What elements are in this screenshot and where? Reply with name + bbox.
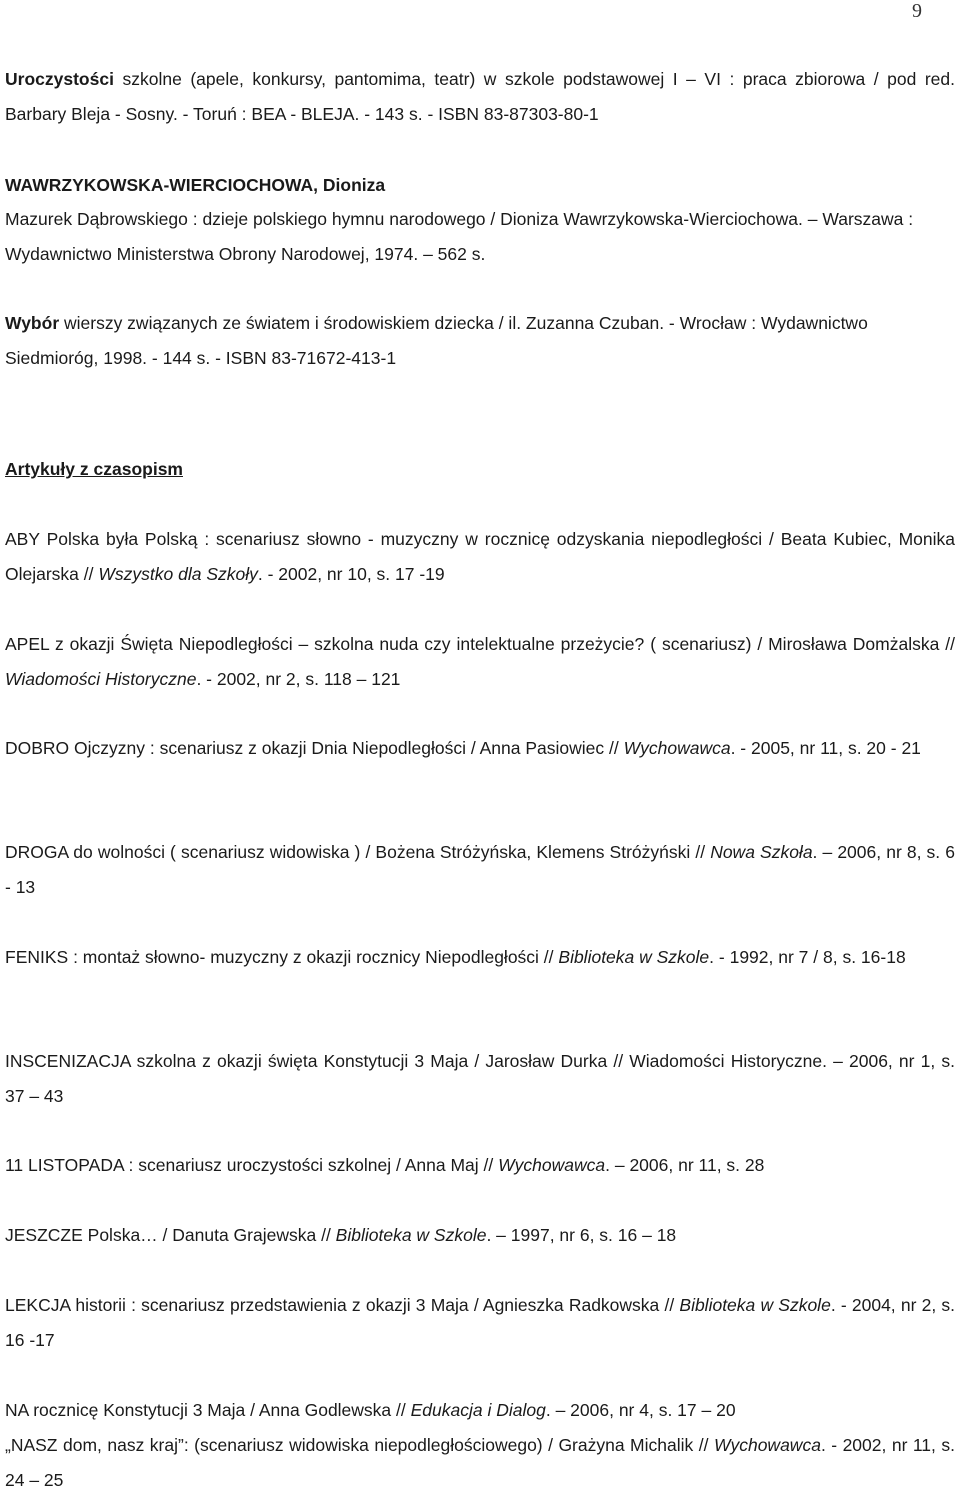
article-jeszcze-polska xyxy=(5,1218,955,1253)
article-text: DOBRO Ojczyzny : scenariusz z okazji Dnia Niepodległości / Anna Pasiowiec // xyxy=(5,738,624,758)
article-droga xyxy=(5,835,955,904)
article-text: LEKCJA historii : scenariusz przedstawienia z okazji 3 Maja / Agnieszka Radkowska // xyxy=(5,1295,680,1315)
page-number: 9 xyxy=(912,0,922,22)
article-citation: . - 2005, nr 11, s. 20 - 21 xyxy=(730,738,921,758)
entry-text: szkolne (apele, konkursy, pantomima, teatr) w szkole podstawowej I – VI : praca zbiorowa / pod red. Barbary Bleja - Sosny. - Toruń : BEA - BLEJA. - 143 s. - ISBN 83-87303-80-1 xyxy=(5,69,955,124)
article-citation: . – 1997, nr 6, s. 16 – 18 xyxy=(486,1225,677,1245)
book-entry-author: WAWRZYKOWSKA-WIERCIOCHOWA, Dioniza xyxy=(5,175,386,195)
article-text: „NASZ dom, nasz kraj”: (scenariusz widowiska niepodległościowego) / Grażyna Michalik // xyxy=(5,1435,714,1455)
article-text: ABY Polska była Polską : scenariusz słowno - muzyczny w rocznicę odzyskania niepodległości / Beata Kubiec, Monika Olejarska // xyxy=(5,529,955,584)
book-entry-wybor xyxy=(5,306,955,375)
article-text: 11 LISTOPADA : scenariusz uroczystości szkolnej / Anna Maj // xyxy=(5,1155,499,1175)
article-feniks xyxy=(5,940,955,975)
article-apel xyxy=(5,627,955,696)
article-citation: . – 2006, nr 8, s. 6 - 13 xyxy=(5,842,955,897)
article-na-rocznice xyxy=(5,1393,955,1428)
article-11-listopada xyxy=(5,1148,955,1183)
article-nasz-dom xyxy=(5,1428,955,1497)
article-citation: . – 2006, nr 11, s. 28 xyxy=(605,1155,765,1175)
article-dobro xyxy=(5,731,955,766)
journal-title: Wychowawca xyxy=(498,1155,606,1175)
entry-lead: Uroczystości xyxy=(5,69,114,89)
journal-title: Biblioteka w Szkole xyxy=(335,1225,487,1245)
journal-title: Wiadomości Historyczne xyxy=(5,668,197,689)
book-entry-uroczystosci xyxy=(5,62,955,131)
article-citation: . – 2006, nr 4, s. 17 – 20 xyxy=(545,1400,736,1420)
article-citation: . - 1992, nr 7 / 8, s. 16-18 xyxy=(709,947,906,967)
article-text: FENIKS : montaż słowno- muzyczny z okazji rocznicy Niepodległości // xyxy=(5,947,559,967)
journal-title: Biblioteka w Szkole xyxy=(558,947,710,967)
journal-title: Nowa Szkoła xyxy=(710,842,813,862)
article-citation: . - 2004, nr 2, s. 16 -17 xyxy=(5,1295,955,1350)
book-entry-mazurek: Mazurek Dąbrowskiego : dzieje polskiego hymnu narodowego / Dioniza Wawrzykowska-Wierciochowa. – Warszawa : Wydawnictwo Ministerstwa Obrony Narodowej, 1974. – 562 s. xyxy=(5,209,914,264)
article-text: INSCENIZACJA szkolna z okazji święta Konstytucji 3 Maja / Jarosław Durka // Wiadomości Historyczne. – 2006, nr 1, s. 37 – 43 xyxy=(5,1051,955,1106)
journal-title: Wszystko dla Szkoły xyxy=(98,563,258,584)
article-citation: . - 2002, nr 10, s. 17 -19 xyxy=(257,563,445,584)
article-text: NA rocznicę Konstytucji 3 Maja / Anna Godlewska // xyxy=(5,1400,411,1420)
article-text: JESZCZE Polska… / Danuta Grajewska // xyxy=(5,1225,336,1245)
entry-lead: Wybór xyxy=(5,313,60,333)
article-citation: . - 2002, nr 2, s. 118 – 121 xyxy=(196,668,401,689)
article-text: APEL z okazji Święta Niepodległości – szkolna nuda czy intelektualne przeżycie? ( scenariusz) / Mirosława Domżalska // xyxy=(5,634,955,654)
journal-title: Wychowawca xyxy=(623,738,731,758)
entry-text: wierszy związanych ze światem i środowiskiem dziecka / il. Zuzanna Czuban. - Wrocław : Wydawnictwo Siedmioróg, 1998. - 144 s. - ISBN 83-71672-413-1 xyxy=(5,313,868,368)
section-heading: Artykuły z czasopism xyxy=(5,459,183,479)
article-citation: . - 2002, nr 11, s. 24 – 25 xyxy=(5,1435,955,1490)
article-text: DROGA do wolności ( scenariusz widowiska ) / Bożena Stróżyńska, Klemens Stróżyński // xyxy=(5,842,711,862)
article-aby xyxy=(5,522,955,591)
article-lekcja xyxy=(5,1288,955,1357)
journal-title: Edukacja i Dialog xyxy=(410,1400,546,1420)
journal-title: Biblioteka w Szkole xyxy=(679,1295,831,1315)
journal-title: Wychowawca xyxy=(713,1435,821,1455)
article-inscenizacja xyxy=(5,1044,955,1113)
